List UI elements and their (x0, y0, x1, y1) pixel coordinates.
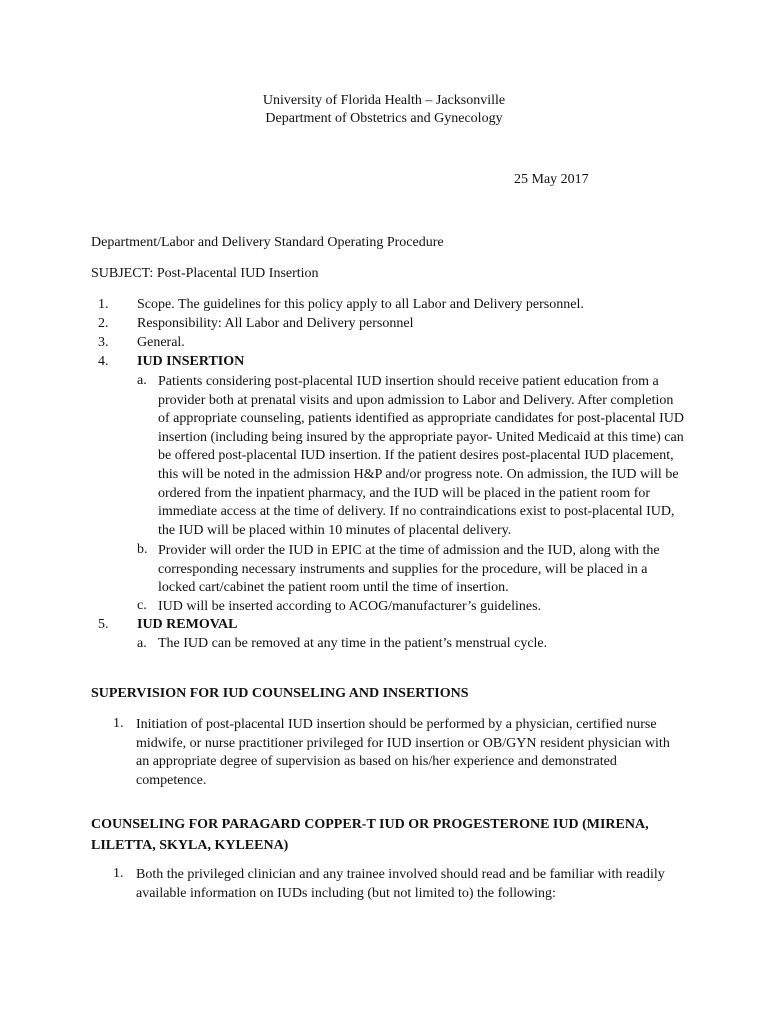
text-line: available information on IUDs including (but not limited to) the following: (136, 885, 556, 901)
text-line: Patients considering post-placental IUD insertion should receive patient education from a (158, 374, 659, 389)
heading-line: LILETTA, SKYLA, KYLEENA) (91, 838, 289, 853)
heading-line: COUNSELING FOR PARAGARD COPPER-T IUD OR PROGESTERONE IUD (MIRENA, (91, 817, 649, 832)
text-line: the IUD will be placed within 10 minutes of placental delivery. (158, 522, 512, 538)
list-item-responsibility: Responsibility: All Labor and Delivery personnel (137, 316, 414, 331)
document-subject: SUBJECT: Post-Placental IUD Insertion (91, 266, 319, 281)
text-line: Provider will order the IUD in EPIC at the time of admission and the IUD, along with the (158, 543, 660, 558)
document-type: Department/Labor and Delivery Standard Operating Procedure (91, 235, 444, 250)
removal-subitem-text: The IUD can be removed at any time in the patient’s menstrual cycle. (158, 636, 548, 651)
list-item-number: 1. (113, 716, 124, 731)
list-item-number: 4. (98, 354, 109, 369)
text-line: IUD will be inserted according to ACOG/manufacturer’s guidelines. (158, 599, 542, 614)
text-line: of appropriate counseling, patients identified as appropriate candidates for post-placental IUD (158, 411, 684, 427)
list-item-number: 3. (98, 335, 109, 350)
section-heading-counseling (91, 814, 649, 856)
text-line: ordered from the inpatient pharmacy, and the IUD will be placed in the patient room for (158, 485, 651, 501)
list-item-general: General. (137, 335, 185, 350)
subitem-letter: a. (137, 636, 147, 651)
list-item-number: 2. (98, 316, 109, 331)
text-line: locked cart/cabinet the patient room until the time of insertion. (158, 580, 509, 596)
text-line: provider both at prenatal visits and upon admission to Labor and Delivery. After completion (158, 392, 674, 408)
list-item-number: 1. (113, 866, 124, 881)
subitem-c-text (158, 598, 541, 617)
subitem-a-text (158, 373, 684, 540)
subitem-letter: c. (137, 598, 147, 613)
subitem-b-text (158, 542, 660, 598)
text-line: this will be noted in the admission H&P and/or progress note. On admission, the IUD will be (158, 466, 679, 482)
text-line: competence. (136, 772, 207, 788)
supervision-text (136, 716, 670, 790)
text-line: be offered post-placental IUD insertion. If the patient desires post-placental IUD placement, (158, 448, 674, 464)
subitem-letter: a. (137, 373, 147, 388)
subitem-letter: b. (137, 542, 148, 557)
text-line: corresponding necessary instruments and supplies for the procedure, will be placed in a (158, 561, 648, 577)
list-item-number: 5. (98, 617, 109, 632)
list-item-scope: Scope. The guidelines for this policy apply to all Labor and Delivery personnel. (137, 297, 584, 312)
text-line: insertion (including being insured by the appropriate payor- United Medicaid at this time) can (158, 429, 684, 445)
list-item-number: 1. (98, 297, 109, 312)
counseling-text (136, 866, 665, 903)
section-heading-iud-removal: IUD REMOVAL (137, 617, 238, 632)
text-line: midwife, or nurse practitioner privileged for IUD insertion or OB/GYN resident physician with (136, 735, 670, 751)
section-heading-supervision: SUPERVISION FOR IUD COUNSELING AND INSERTIONS (91, 686, 469, 701)
section-heading-iud-insertion: IUD INSERTION (137, 354, 245, 369)
text-line: an appropriate degree of supervision as based on his/her experience and demonstrated (136, 754, 617, 770)
text-line: Both the privileged clinician and any trainee involved should read and be familiar with readily (136, 867, 665, 882)
institution-name: University of Florida Health – Jacksonville (262, 93, 506, 108)
document-date: 25 May 2017 (514, 172, 589, 187)
department-name: Department of Obstetrics and Gynecology (265, 111, 503, 126)
text-line: Initiation of post-placental IUD insertion should be performed by a physician, certified nurse (136, 717, 657, 732)
text-line: immediate access at the time of delivery. If no contraindications exist to post-placental IUD, (158, 504, 675, 520)
